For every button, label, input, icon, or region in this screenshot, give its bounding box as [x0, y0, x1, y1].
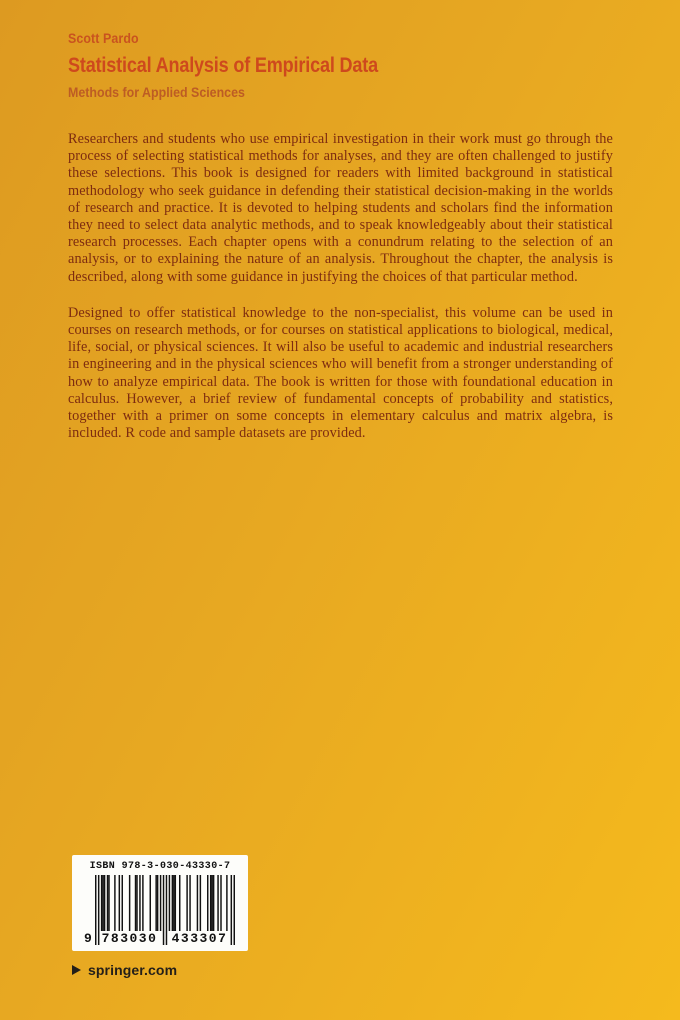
isbn-label: ISBN 978-3-030-43330-7: [89, 861, 231, 872]
ean-left-group: 783030: [101, 931, 158, 946]
cover-header: [68, 31, 628, 100]
publisher-url: springer.com: [88, 962, 178, 978]
ean-first-digit: 9: [84, 931, 92, 946]
book-title: Statistical Analysis of Empirical Data: [68, 54, 378, 77]
book-subtitle: Methods for Applied Sciences: [68, 85, 245, 100]
author-name: Scott Pardo: [68, 31, 139, 46]
description-paragraph-2: Designed to offer statistical knowledge to the non-specialist, this volume can be used in courses on research methods, or for courses on statistical applications to biological, medical, life, social, or physical sciences. It will also be useful to academic and industrial researchers in engineering and in the physical sciences who will benefit from a stronger understanding of how to analyze empirical data. The book is written for those with foundational education in calculus. However, a brief review of fundamental concepts of probability and statistics, together with a primer on some concepts in elementary calculus and matrix algebra, is included. R code and sample datasets are provided.: [68, 304, 613, 442]
barcode-panel: [72, 855, 248, 951]
ean-right-group: 433307: [171, 931, 228, 946]
publisher-footer: [72, 962, 177, 978]
arrow-icon: [72, 965, 81, 975]
barcode-wrap: [84, 875, 236, 945]
description-paragraph-1: Researchers and students who use empirical investigation in their work must go through the process of selecting statistical methods for analyses, and they are often challenged to justify these selections. This book is designed for readers with limited background in statistical methodology who seek guidance in defending their statistical decision-making in the worlds of research and practice. It is devoted to helping students and scholars find the information they need to select data analytic methods, and to speak knowledgeably about their statistical research processes. Each chapter opens with a conundrum relating to the selection of an analysis, or to explaining the nature of an analysis. Throughout the chapter, the analysis is described, along with some guidance in justifying the choices of that particular method.: [68, 131, 613, 285]
book-description: [68, 131, 613, 442]
